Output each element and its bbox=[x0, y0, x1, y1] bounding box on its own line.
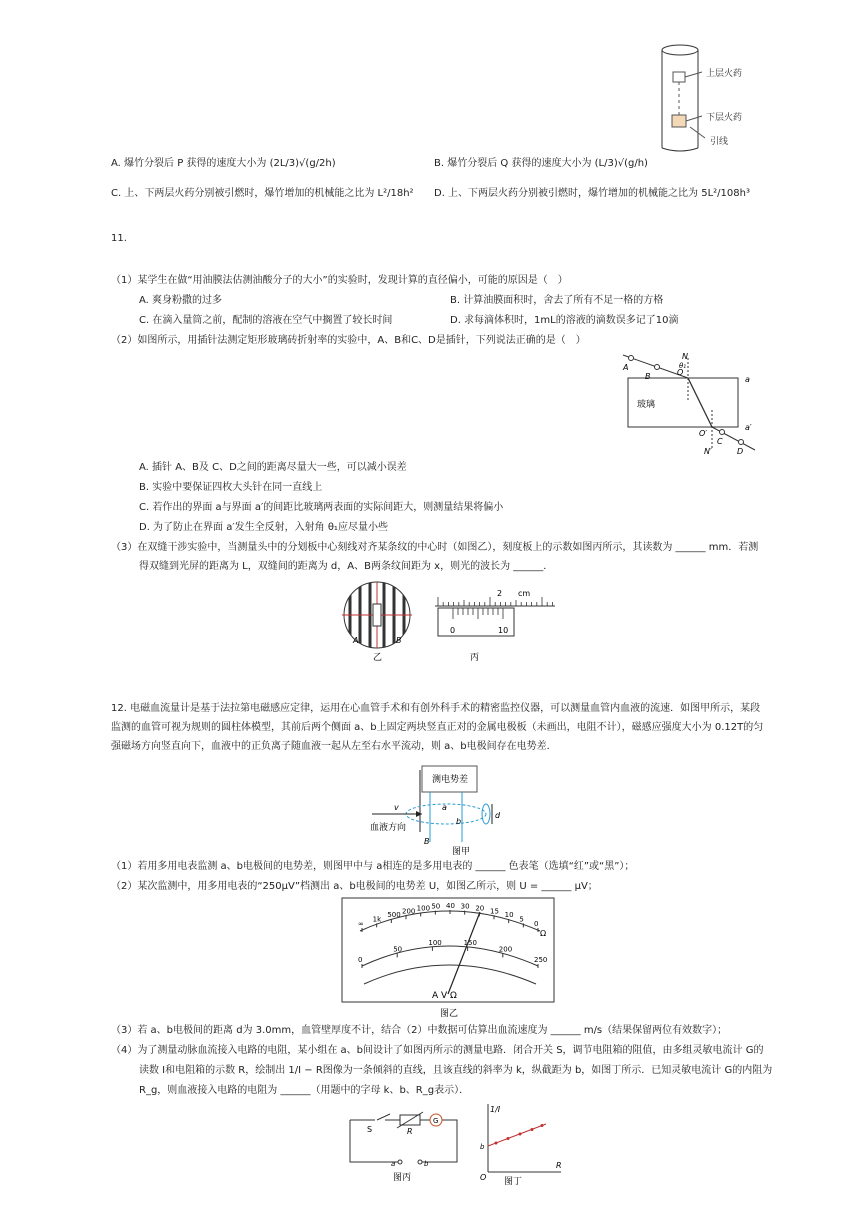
q10-option-c: C. 上、下两层火药分别被引燃时，爆竹增加的机械能之比为 L²/18h² bbox=[111, 188, 414, 199]
pt-N2: N′ bbox=[704, 447, 712, 456]
G-label: G bbox=[433, 1117, 439, 1125]
q10-option-a: A. 爆竹分裂后 P 获得的速度大小为 (2L/3)√(g/2h) bbox=[111, 158, 336, 169]
S-label: S bbox=[367, 1125, 373, 1134]
omega-mark: Ω bbox=[540, 929, 547, 938]
b-intercept: b bbox=[480, 1143, 485, 1151]
q11-part1-a: A. 爽身粉撒的过多 bbox=[139, 295, 223, 306]
B-label: B bbox=[424, 837, 430, 846]
fringe-A: A bbox=[353, 636, 359, 645]
q11-part1-b: B. 计算油膜面积时，舍去了所有不足一格的方格 bbox=[450, 295, 664, 306]
fig-meter-label: 图乙 bbox=[440, 1009, 459, 1019]
q12-part4-b: 读数 I和电阻箱的示数 R，绘制出 1/I − R图像为一条倾斜的直线，且该直线的斜率为 k，纵截距为 b，如图丁所示．已知灵敏电流计 G的内阻为 bbox=[139, 1065, 773, 1076]
meter-scale-label: 50 bbox=[393, 945, 403, 954]
meter-scale-label: 5 bbox=[519, 915, 524, 924]
q12-intro-3: 强磁场方向竖直向下，血液中的正负离子随血液一起从左至右水平流动，则 a、b电极间存在电势差． bbox=[111, 741, 557, 752]
fig-jia-label: 图甲 bbox=[452, 847, 471, 857]
meter-units: A V Ω bbox=[432, 991, 457, 1001]
fig-bing2-label: 图丙 bbox=[393, 1173, 412, 1183]
q12-part1: （1）若用多用电表监测 a、b电极间的电势差，则图甲中与 a相连的是多用电表的 ______ 色表笔（选填“红”或“黑”）； bbox=[111, 861, 635, 872]
label-lower: 下层火药 bbox=[706, 113, 743, 123]
vernier-sub-0: 0 bbox=[450, 626, 456, 635]
pt-A: A bbox=[623, 363, 629, 372]
data-point bbox=[531, 1128, 534, 1131]
meter-scale-label: 1k bbox=[372, 915, 382, 924]
data-point bbox=[495, 1142, 498, 1145]
circuit-figure bbox=[345, 1108, 465, 1184]
fig-bing-label: 丙 bbox=[470, 653, 480, 663]
fig-yi-label: 乙 bbox=[373, 653, 383, 662]
meter-scale-label: 40 bbox=[446, 902, 455, 910]
q11-part3: （3）在双缝干涉实验中，当测量头中的分划板中心刻线对齐某条纹的中心时（如图乙），刻度板上的示数如图丙所示，其读数为 ______ mm．若测 bbox=[111, 542, 759, 553]
vernier-sub-10: 10 bbox=[498, 626, 509, 635]
q11-number: 11. bbox=[111, 233, 127, 244]
meter-scale-label: 200 bbox=[498, 945, 513, 954]
meter-scale-label: 100 bbox=[416, 904, 431, 913]
pt-N: N bbox=[682, 352, 688, 361]
blood-vessel-figure bbox=[362, 762, 512, 858]
flow-label: 血液方向 bbox=[370, 823, 407, 833]
meter-scale-label: 15 bbox=[490, 907, 499, 916]
pt-theta1: θ₁ bbox=[679, 362, 687, 370]
q11-part2-b: B. 实验中要保证四枚大头针在同一直线上 bbox=[139, 482, 323, 493]
glass-refraction-figure bbox=[615, 350, 765, 460]
data-point bbox=[541, 1124, 544, 1127]
q10-option-b: B. 爆竹分裂后 Q 获得的速度大小为 (L/3)√(g/h) bbox=[434, 158, 648, 169]
meter-scale-label: 150 bbox=[463, 938, 477, 947]
y-axis-label: 1/I bbox=[490, 1105, 501, 1114]
multimeter-figure bbox=[340, 896, 558, 1020]
meter-scale-label: 100 bbox=[428, 938, 442, 947]
meter-scale-label: 0 bbox=[358, 956, 363, 964]
meter-scale-label: 250 bbox=[534, 956, 548, 964]
glass-label: 玻璃 bbox=[637, 400, 656, 410]
pt-a: a bbox=[745, 375, 750, 384]
data-point bbox=[519, 1133, 522, 1136]
q11-part2-a: A. 插针 A、B及 C、D之间的距离尽量大一些，可以减小误差 bbox=[139, 462, 407, 473]
meter-scale-label: 50 bbox=[431, 902, 441, 911]
b-term: b bbox=[424, 1160, 429, 1168]
meter-scale-label: 500 bbox=[387, 911, 401, 919]
data-point bbox=[507, 1137, 510, 1140]
meter-scale-label: 0 bbox=[534, 920, 539, 928]
emf-label: 测电势差 bbox=[432, 775, 469, 785]
R-label: R bbox=[407, 1127, 413, 1136]
d-label: d bbox=[495, 811, 501, 820]
pt-O2: O′ bbox=[699, 429, 708, 438]
q11-part2-c: C. 若作出的界面 a与界面 a′的间距比玻璃两表面的实际间距大，则测量结果将偏小 bbox=[139, 502, 504, 513]
firecracker-figure bbox=[640, 40, 790, 155]
pt-O: O bbox=[677, 368, 684, 377]
fig-ding-label: 图丁 bbox=[504, 1177, 523, 1186]
meter-scale-label: 200 bbox=[402, 907, 416, 916]
label-upper: 上层火药 bbox=[706, 69, 743, 79]
q12-intro-2: 监测的血管可视为规则的圆柱体模型，其前后两个侧面 a、b上固定两块竖直正对的金属电极板（未画出，电阻不计），磁感应强度大小为 0.12T的匀 bbox=[111, 722, 764, 733]
meter-scale-label: 30 bbox=[460, 902, 470, 911]
q11-part1-c: C. 在滴入量筒之前，配制的溶液在空气中搁置了较长时间 bbox=[139, 315, 393, 326]
pt-B: B bbox=[645, 372, 651, 381]
q11-part1-d: D. 求每滴体积时，1mL的溶液的滴数误多记了10滴 bbox=[450, 315, 679, 326]
fringe-B: B bbox=[396, 636, 402, 645]
label-fuse: 引线 bbox=[710, 137, 729, 147]
q11-part2: （2）如图所示，用插针法测定矩形玻璃砖折射率的实验中，A、B和C、D是插针，下列说法正确的是（ ） bbox=[111, 335, 586, 346]
q11-part1: （1）某学生在做“用油膜法估测油酸分子的大小”的实验时，发现计算的直径偏小，可能的原因是（ ） bbox=[111, 275, 568, 286]
a-label: a bbox=[442, 803, 447, 812]
q12-part2: （2）某次监测中，用多用电表的“250μV”档测出 a、b电极间的电势差 U，如图乙所示，则 U = ______ μV； bbox=[111, 881, 598, 892]
meter-scale-label: 10 bbox=[504, 911, 514, 919]
vernier-cm: cm bbox=[518, 589, 531, 598]
graph-figure bbox=[476, 1100, 566, 1186]
pt-a2: a′ bbox=[745, 423, 752, 432]
pt-D: D bbox=[737, 447, 744, 456]
origin-label: O bbox=[480, 1173, 487, 1182]
q12-part3: （3）若 a、b电极间的距离 d为 3.0mm，血管壁厚度不计，结合（2）中数据可估算出血流速度为 ______ m/s（结果保留两位有效数字）； bbox=[111, 1025, 728, 1036]
q12-intro-1: 12. 电磁血流量计是基于法拉第电磁感应定律，运用在心血管手术和有创外科手术的精密监控仪器，可以测量血管内血液的流速．如图甲所示，某段 bbox=[111, 703, 761, 714]
v-label: v bbox=[394, 803, 399, 812]
q10-option-d: D. 上、下两层火药分别被引燃时，爆竹增加的机械能之比为 5L²/108h³ bbox=[434, 188, 750, 199]
q12-part4-c: R_g，则血液接入电路的电阻为 ______（用题中的字母 k、b、R_g表示）． bbox=[139, 1085, 470, 1096]
q11-part3-line2: 得双缝到光屏的距离为 L，双缝间的距离为 d，A、B两条纹间距为 x，则光的波长为 ______． bbox=[139, 561, 554, 572]
a-term: a bbox=[391, 1160, 396, 1168]
b-label: b bbox=[456, 817, 462, 826]
pt-C: C bbox=[717, 437, 723, 446]
q12-part4-a: （4）为了测量动脉血流接入电路的电阻，某小组在 a、b间设计了如图丙所示的测量电路．闭合开关 S，调节电阻箱的阻值，由多组灵敏电流计 G的 bbox=[111, 1045, 764, 1056]
x-axis-label: R bbox=[556, 1161, 562, 1170]
vernier-figure bbox=[430, 586, 560, 666]
fringe-figure bbox=[340, 578, 420, 662]
vernier-main-2: 2 bbox=[497, 589, 503, 598]
meter-scale-label: 20 bbox=[475, 904, 485, 913]
q11-part2-d: D. 为了防止在界面 a′发生全反射，入射角 θ₁应尽量小些 bbox=[139, 522, 388, 533]
meter-scale-label: ∞ bbox=[358, 920, 364, 928]
